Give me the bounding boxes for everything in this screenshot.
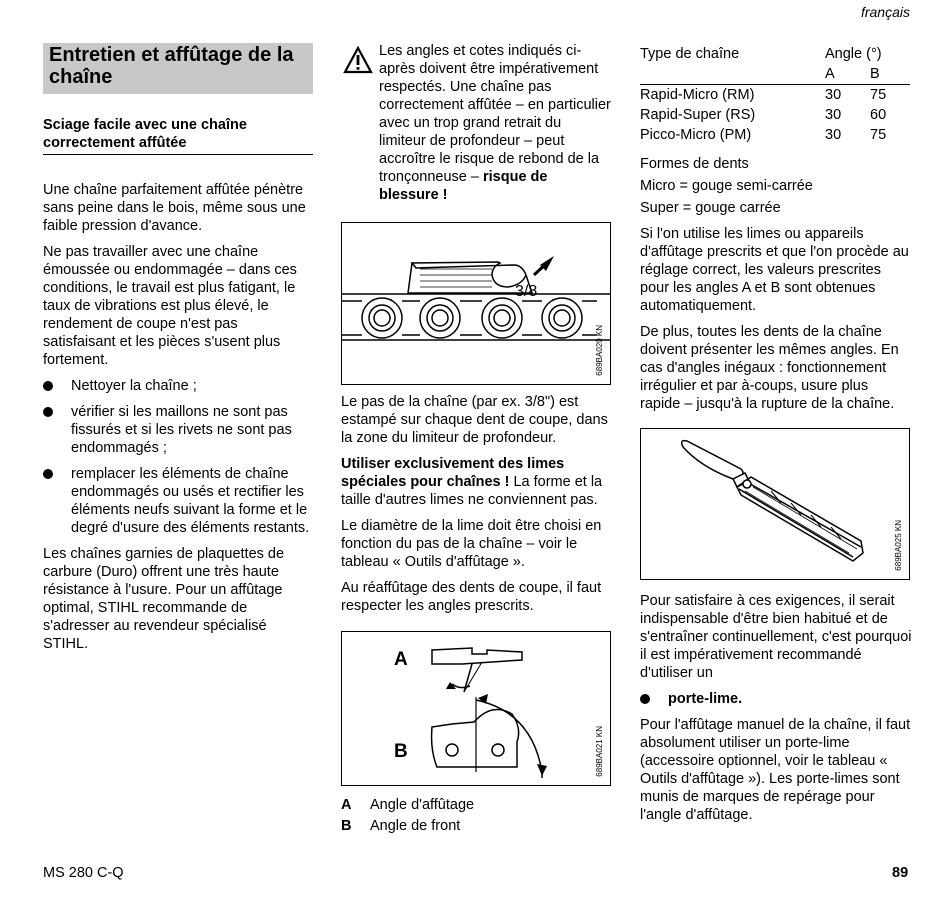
- warning-block: [341, 42, 611, 204]
- table-row: Picco-Micro (PM) 30 75: [640, 127, 887, 143]
- legend-item: A Angle d'affûtage: [341, 797, 475, 813]
- column-1: [43, 43, 313, 653]
- table-subheader-b: B: [870, 66, 880, 82]
- table-header-angle: Angle (°): [825, 46, 882, 62]
- column-2: [341, 42, 611, 835]
- form-micro: Micro = gouge semi-carrée: [640, 178, 813, 194]
- list-item: porte-lime.: [640, 690, 912, 708]
- column-3: [640, 44, 912, 824]
- section-title: Entretien et affûtage de la chaîne: [43, 43, 313, 94]
- list-item: vérifier si les maillons ne sont pas fissurés et si les rivets ne sont pas endommagés ;: [43, 403, 313, 457]
- file-holder-list: [640, 690, 912, 708]
- table-subheader-a: A: [825, 66, 835, 82]
- chain-pitch-illustration: [342, 223, 610, 384]
- paragraph-practice: Pour satisfaire à ces exigences, il serait indispensable d'être bien habitué et de s'entraîner continuellement, c'est pourquoi il est impérativement recommandé d'utiliser un: [640, 593, 912, 681]
- figure-legend: [341, 796, 611, 835]
- table-row: Rapid-Micro (RM) 30 75: [640, 87, 887, 103]
- paragraph-warning-dull: Ne pas travailler avec une chaîne émoussée ou endommagée – dans ces conditions, le travail est plus fatigant, le taux de vibrations est plus élevé, le rendement de coupe n'est pas satisfaisant et les pièces s'usent plus fortement.: [43, 244, 297, 368]
- maintenance-list: [43, 377, 313, 537]
- forms-title: Formes de dents: [640, 156, 749, 172]
- warning-text: Les angles et cotes indiqués ci-après doivent être impérativement respectés. Une chaîne pas correctement affûtée – en particulier avec un trop grand retrait du limiteur de profondeur – peut accroître le risque de rebond de la tronçonneuse –: [379, 43, 611, 185]
- warning-triangle-icon: [343, 46, 373, 74]
- figure-chain-pitch: [341, 222, 611, 385]
- bullet-icon: [640, 694, 650, 704]
- paragraph-manual-sharpening: Pour l'affûtage manuel de la chaîne, il faut absolument utiliser un porte-lime (accessoire optionnel, voir le tableau « Outils d'affûtage »). Les porte-limes sont munis de marques de repérage pour l'angle d'affûtage.: [640, 717, 911, 823]
- paragraph-file-diameter: Le diamètre de la lime doit être choisi en fonction du pas de la chaîne – voir le tableau « Outils d'affûtage ».: [341, 518, 602, 570]
- table-header-type: Type de chaîne: [640, 46, 740, 62]
- angles-table: [640, 44, 910, 145]
- figure-file-holder: [640, 428, 910, 580]
- paragraph-equal-angles: De plus, toutes les dents de la chaîne doivent présenter les mêmes angles. En cas d'angles inégaux : fonctionnement irrégulier et par à-coups, usure plus rapide – jusqu'à la rupture de la chaîne.: [640, 324, 899, 412]
- figure-code: 689BA021 KN: [595, 726, 604, 777]
- figure-code: 689BA020 KN: [595, 325, 604, 376]
- page-number: 89: [892, 865, 909, 881]
- subheading: Sciage facile avec une chaîne correctement affûtée: [43, 116, 313, 155]
- bullet-icon: [43, 407, 53, 417]
- table-row: Rapid-Super (RS) 30 60: [640, 107, 887, 123]
- language-label: français: [860, 4, 910, 20]
- angles-illustration: [342, 632, 610, 785]
- bullet-icon: [43, 381, 53, 391]
- angle-a-label: A: [394, 649, 408, 670]
- footer-model: MS 280 C-Q: [43, 865, 124, 881]
- paragraph-carbide: Les chaînes garnies de plaquettes de carbure (Duro) offrent une très haute résistance à l'usure. Pour un affûtage optimal, STIHL recommande de s'adresser au revendeur spécialisé STIHL.: [43, 546, 285, 652]
- warning-bold: risque de blessure !: [379, 169, 548, 203]
- paragraph-files: Utiliser exclusivement des limes spéciales pour chaînes ! La forme et la taille d'autres limes ne conviennent pas.: [341, 456, 603, 508]
- angle-b-label: B: [394, 741, 408, 762]
- figure-angles: [341, 631, 611, 786]
- list-item: Nettoyer la chaîne ;: [43, 377, 313, 395]
- paragraph-angles: Au réaffûtage des dents de coupe, il faut respecter les angles prescrits.: [341, 580, 602, 614]
- paragraph-auto-angles: Si l'on utilise les limes ou appareils d'affûtage prescrits et que l'on procède au réglage correct, les valeurs prescrites pour les angles A et B sont obtenues automatiquement.: [640, 226, 909, 314]
- file-holder-illustration: [641, 429, 909, 579]
- list-item: remplacer les éléments de chaîne endommagés ou usés et rectifier les éléments neufs suivant la forme et le degré d'usure des éléments restants.: [43, 465, 313, 537]
- bullet-icon: [43, 469, 53, 479]
- paragraph-pitch: Le pas de la chaîne (par ex. 3/8") est estampé sur chaque dent de coupe, dans la zone du limiteur de profondeur.: [341, 394, 608, 446]
- legend-item: B Angle de front: [341, 818, 461, 834]
- form-super: Super = gouge carrée: [640, 200, 781, 216]
- paragraph-intro: Une chaîne parfaitement affûtée pénètre sans peine dans le bois, même sous une faible pression d'avance.: [43, 182, 306, 234]
- pitch-label: 3/8: [515, 283, 538, 300]
- figure-code: 689BA025 KN: [894, 520, 903, 571]
